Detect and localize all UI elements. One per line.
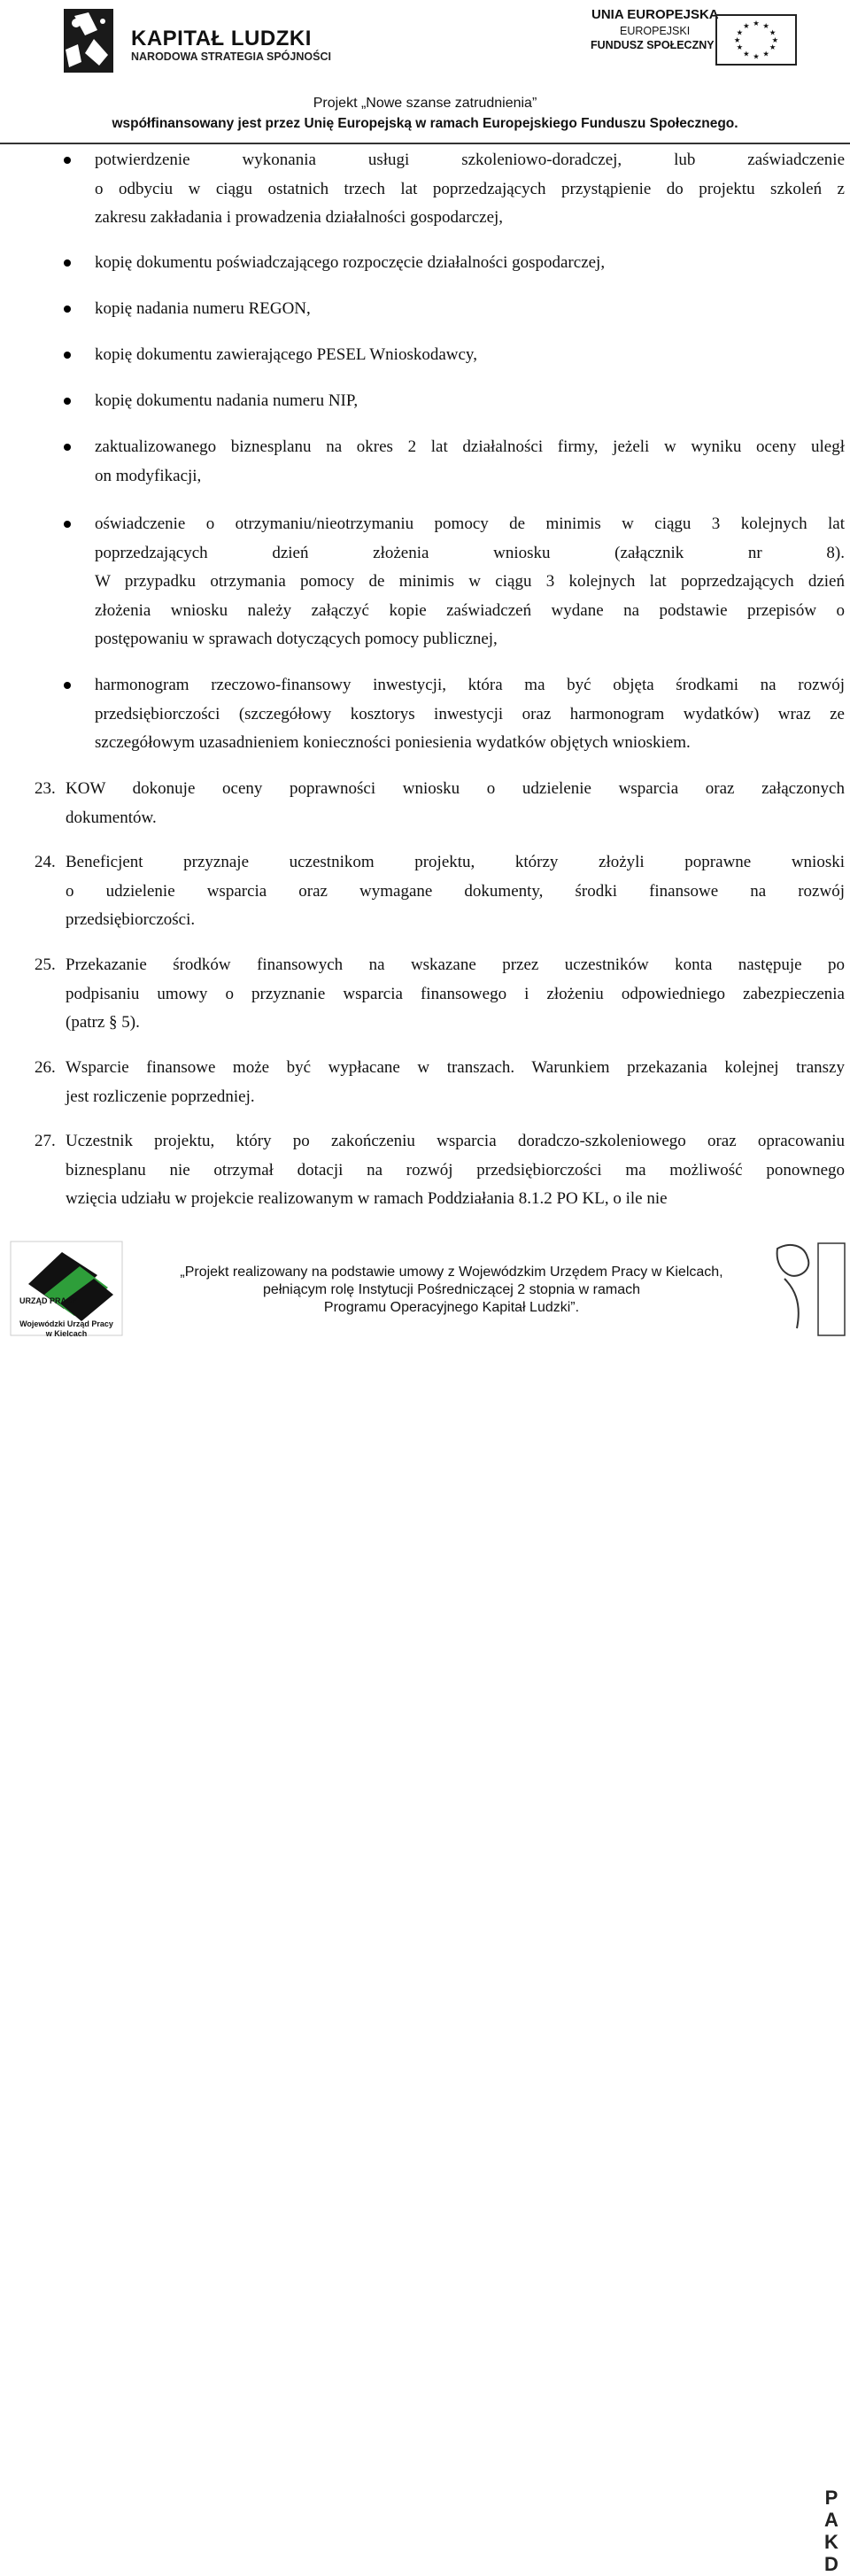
footer-text-line1: „Projekt realizowany na podstawie umowy z Wojewódzkim Urzędem Pracy w Kielcach, — [180, 1265, 723, 1280]
cofinancing-note: współfinansowany jest przez Unię Europejską w ramach Europejskiego Funduszu Społecznego. — [112, 116, 738, 131]
bullet-item-line: oświadczenie o otrzymaniu/nieotrzymaniu pomocy de minimis w ciągu 3 kolejnych lat — [95, 514, 845, 533]
numbered-clause — [66, 775, 845, 832]
numbered-clause-line: o udzielenie wsparcia oraz wymagane dokumenty, środki finansowe na rozwój — [66, 881, 845, 901]
numbered-clause-line: Przekazanie środków finansowych na wskazane przez uczestników konta następuje po — [66, 955, 845, 974]
numbered-clause-line: (patrz § 5). — [66, 1013, 140, 1032]
numbered-clause — [66, 1054, 845, 1111]
clause-number: 26. — [35, 1058, 56, 1077]
bullet-item — [95, 146, 845, 233]
numbered-clause-line: Uczestnik projektu, który po zakończeniu wsparcia doradczo-szkoleniowego oraz opracowaniu — [66, 1132, 845, 1150]
clause-number: 23. — [35, 779, 56, 798]
svg-text:★: ★ — [769, 43, 777, 52]
bullet-item-line: potwierdzenie wykonania usługi szkoleniowo-doradczej, lub zaświadczenie — [95, 151, 845, 169]
wup-badge: URZĄD PRACY — [19, 1296, 78, 1305]
bullet-item-line: kopię dokumentu nadania numeru NIP, — [95, 391, 359, 410]
wup-name: Wojewódzki Urząd Pracy — [19, 1319, 113, 1328]
bullet-item-line: kopię dokumentu zawierającego PESEL Wnioskodawcy, — [95, 345, 477, 364]
pakd-letter: D — [824, 2553, 838, 2575]
svg-text:★: ★ — [743, 49, 750, 58]
ue-title: UNIA EUROPEJSKA — [591, 7, 719, 22]
bullet-item-line: zakresu zakładania i prowadzenia działalności gospodarczej, — [95, 208, 504, 227]
bullet-item — [95, 341, 845, 370]
clause-number: 25. — [35, 955, 56, 974]
bullet-item-line: W przypadku otrzymania pomocy de minimis w ciągu 3 kolejnych lat poprzedzających dzień — [95, 572, 845, 591]
numbered-clause — [66, 951, 845, 1038]
bullet-item-line: poprzedzających dzień złożenia wniosku (załącznik nr 8). — [95, 543, 845, 562]
numbered-clause — [66, 1127, 845, 1214]
svg-text:★: ★ — [733, 35, 741, 44]
bullet-item — [95, 387, 845, 416]
svg-text:★: ★ — [762, 20, 769, 30]
bullet-item — [95, 433, 845, 491]
kapital-ludzki-title: KAPITAŁ LUDZKI — [131, 27, 312, 50]
bullet-item — [95, 510, 845, 654]
kapital-ludzki-subtitle: NARODOWA STRATEGIA SPÓJNOŚCI — [131, 50, 331, 63]
numbered-clause — [66, 848, 845, 935]
numbered-clause-line: Beneficjent przyznaje uczestnikom projektu, którzy złożyli poprawne wnioski — [66, 853, 845, 871]
bullet-item-line: kopię dokumentu poświadczającego rozpoczęcie działalności gospodarczej, — [95, 253, 606, 272]
svg-text:★: ★ — [736, 27, 744, 37]
svg-text:★: ★ — [736, 43, 744, 52]
bullet-item-line: zaktualizowanego biznesplanu na okres 2 lat działalności firmy, jeżeli w wyniku oceny uległ — [95, 437, 845, 456]
numbered-clause-line: jest rozliczenie poprzedniej. — [66, 1087, 255, 1106]
bullet-item-line: kopię nadania numeru REGON, — [95, 299, 311, 318]
ue-efs-line2: FUNDUSZ SPOŁECZNY — [591, 39, 715, 51]
page-footer — [0, 1240, 850, 2575]
bullet-item-line: przedsiębiorczości (szczegółowy kosztorys inwestycji oraz harmonogram wydatków) wraz ze — [95, 704, 845, 723]
bullet-icon — [64, 444, 71, 451]
svg-text:★: ★ — [771, 35, 779, 44]
bullet-item-line: on modyfikacji, — [95, 466, 202, 485]
bullet-item — [95, 671, 845, 758]
footer-text-line3: Programu Operacyjnego Kapitał Ludzki”. — [323, 1300, 580, 1315]
pakd-letter: P — [824, 2487, 838, 2509]
project-name: Projekt „Nowe szanse zatrudnienia” — [313, 96, 537, 111]
bullet-item-line: złożenia wniosku należy załączyć kopie zaświadczeń wydane na podstawie przepisów o — [95, 600, 845, 620]
clause-number: 24. — [35, 853, 56, 871]
bullet-item-line: o odbyciu w ciągu ostatnich trzech lat poprzedzających przystąpienie do projektu szkoleń z — [95, 179, 845, 198]
ue-efs-line1: EUROPEJSKI — [620, 25, 691, 37]
page-header — [0, 0, 850, 146]
bullet-item — [95, 249, 845, 278]
svg-text:★: ★ — [753, 51, 760, 61]
bullet-item-line: szczegółowym uzasadnieniem konieczności poniesienia wydatków objętych wnioskiem. — [95, 733, 691, 752]
bullet-item — [95, 295, 845, 324]
svg-text:★: ★ — [762, 49, 769, 58]
numbered-clause-line: podpisaniu umowy o przyznanie wsparcia finansowego i złożeniu odpowiedniego zabezpieczenia — [66, 984, 845, 1003]
eu-flag-icon — [715, 14, 797, 66]
bullet-icon — [64, 682, 71, 689]
wup-city: w Kielcach — [45, 1329, 88, 1338]
bullet-item-line: postępowaniu w sprawach dotyczących pomocy publicznej, — [95, 630, 498, 648]
numbered-clause-line: przedsiębiorczości. — [66, 910, 196, 929]
bullet-icon — [64, 398, 71, 405]
clause-number: 27. — [35, 1132, 56, 1150]
pakd-logo-icon — [772, 1240, 850, 1339]
svg-text:★: ★ — [769, 27, 777, 37]
bullet-icon — [64, 157, 71, 164]
numbered-clause-line: KOW dokonuje oceny poprawności wniosku o udzielenie wsparcia oraz załączonych — [66, 779, 845, 798]
bullet-item-line: harmonogram rzeczowo-finansowy inwestycji, która ma być objęta środkami na rozwój — [95, 676, 845, 694]
svg-text:★: ★ — [743, 20, 750, 30]
numbered-clause-line: biznesplanu nie otrzymał dotacji na rozwój przedsiębiorczości ma możliwość ponownego — [66, 1160, 845, 1180]
svg-text:★: ★ — [753, 19, 760, 28]
bullet-icon — [64, 521, 71, 528]
bullet-icon — [64, 306, 71, 313]
bullet-icon — [64, 259, 71, 267]
numbered-clause-line: Wsparcie finansowe może być wypłacane w transzach. Warunkiem przekazania kolejnej transzy — [66, 1058, 845, 1077]
pakd-letter: K — [824, 2531, 838, 2553]
numbered-clause-line: dokumentów. — [66, 808, 157, 827]
numbered-clause-line: wzięcia udziału w projekcie realizowanym w ramach Poddziałania 8.1.2 PO KL, o ile nie — [66, 1189, 668, 1208]
pakd-letter: A — [824, 2509, 838, 2531]
bullet-icon — [64, 352, 71, 359]
header-divider — [0, 143, 850, 144]
footer-text-line2: pełniącym rolę Instytucji Pośredniczącej 2 stopnia w ramach — [263, 1282, 640, 1297]
